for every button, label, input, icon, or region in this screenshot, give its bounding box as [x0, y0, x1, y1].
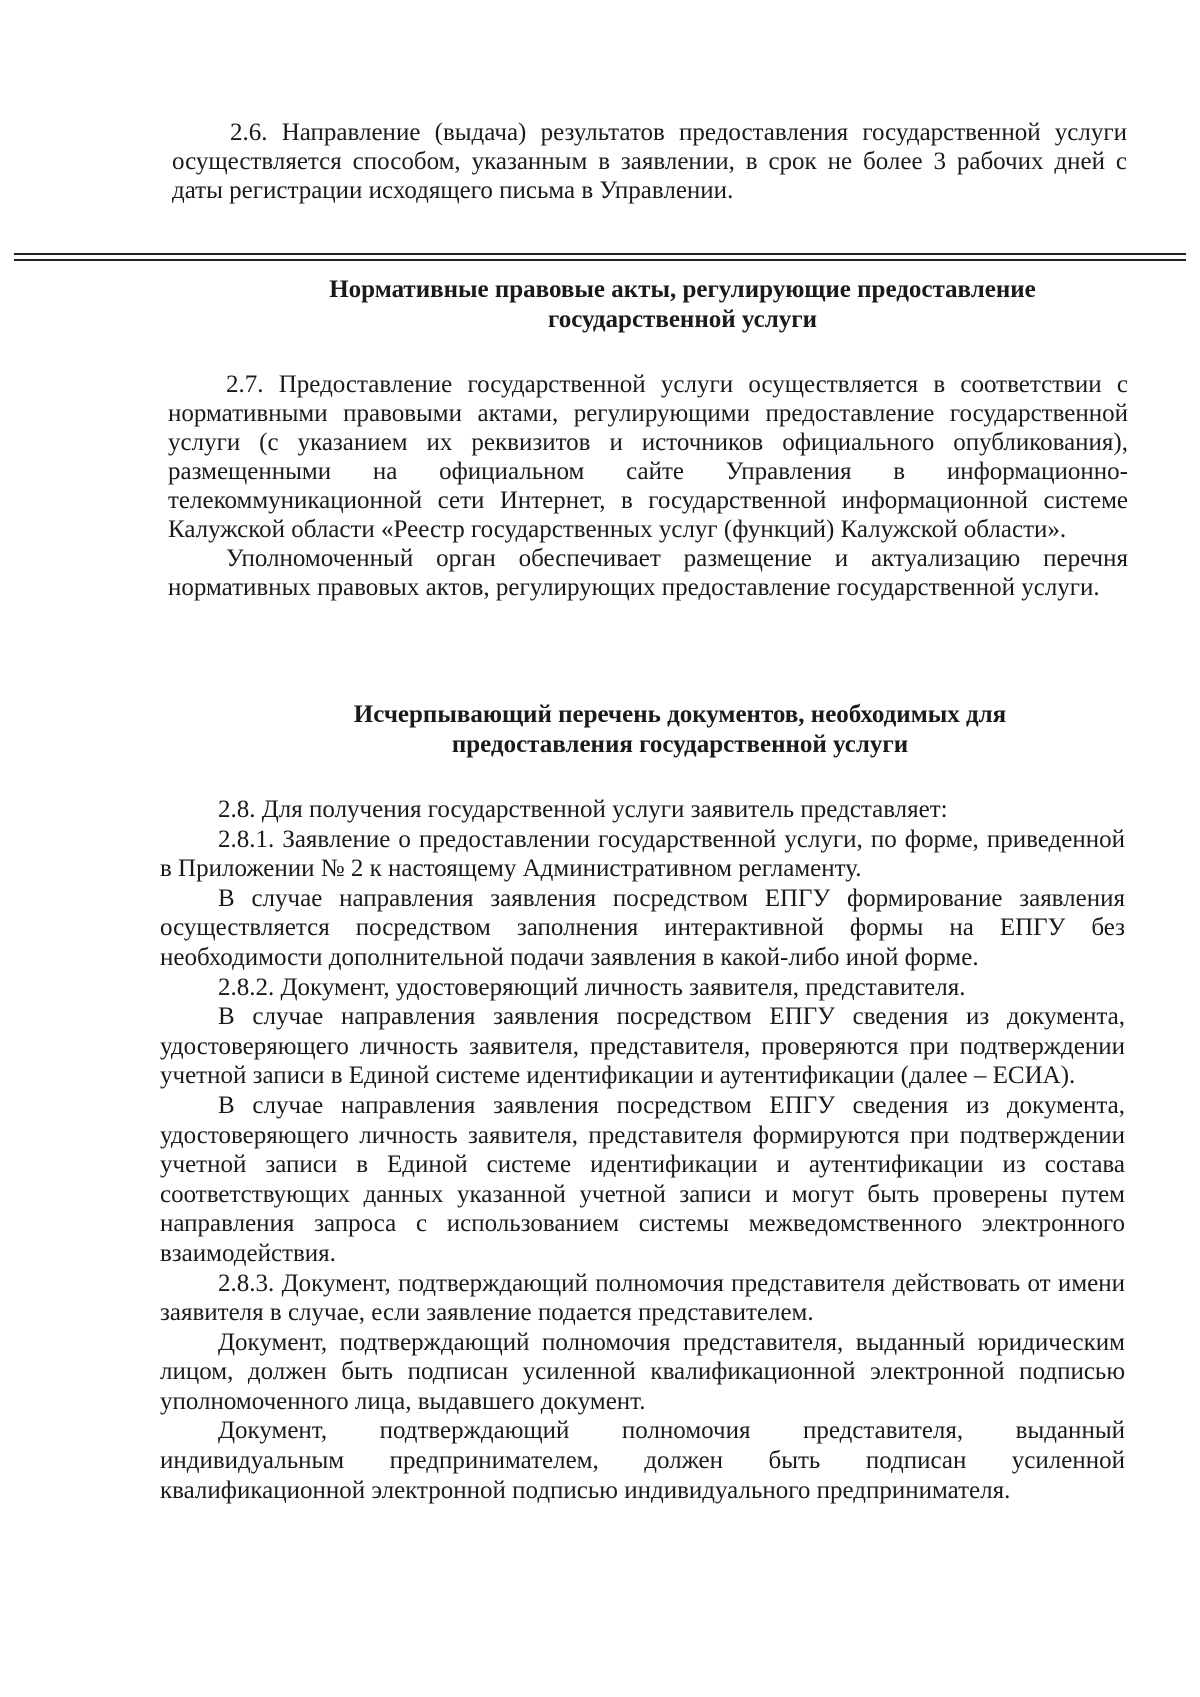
paragraph-epgu-formation: В случае направления заявления посредством ЕПГУ сведения из документа, удостоверяющего личность заявителя, представителя формируются при подтверждении учетной записи в Единой системе идентификации и аутентификации из состава соответствующих данных указанной учетной записи и могут быть проверены путем направления запроса с использованием системы межведомственного электронного взаимодействия.	[160, 1091, 1125, 1267]
heading-normative-acts-line-1: Нормативные правовые акты, регулирующие предоставление	[329, 276, 1036, 303]
paragraph-2-8-2: 2.8.2. Документ, удостоверяющий личность заявителя, представителя.	[218, 973, 966, 1001]
paragraph-2-8-1: 2.8.1. Заявление о предоставлении государственной услуги, по форме, приведенной в Приложении № 2 к настоящему Административном регламенту.	[160, 825, 1125, 883]
paragraph-2-7: 2.7. Предоставление государственной услуги осуществляется в соответствии с нормативными правовыми актами, регулирующими предоставление государственной услуги (с указанием их реквизитов и источников официального опубликования), размещенными на официальном сайте Управления в информационно-телекоммуникационной сети Интернет, в государственной информационной системе Калужской области «Реестр государственных услуг (функций) Калужской области».	[168, 371, 1128, 543]
paragraph-epgu-verification: В случае направления заявления посредством ЕПГУ сведения из документа, удостоверяющего личность заявителя, представителя, проверяются при подтверждении учетной записи в Единой системе идентификации и аутентификации (далее – ЕСИА).	[160, 1003, 1125, 1090]
paragraph-authorized-body: Уполномоченный орган обеспечивает размещение и актуализацию перечня нормативных правовых актов, регулирующих предоставление государственной услуги.	[168, 545, 1128, 601]
section-2-6	[172, 118, 1127, 205]
paragraph-2-8-3: 2.8.3. Документ, подтверждающий полномочия представителя действовать от имени заявителя в случае, если заявление подается представителем.	[160, 1269, 1125, 1327]
section-2-7	[168, 370, 1128, 602]
heading-normative-acts	[240, 275, 1125, 335]
paragraph-legal-entity-signature: Документ, подтверждающий полномочия представителя, выданный юридическим лицом, должен быть подписан усиленной квалификационной электронной подписью уполномоченного лица, выдавшего документ.	[160, 1328, 1125, 1415]
separator-line-lower	[14, 259, 1186, 261]
separator-line-upper	[14, 253, 1186, 255]
paragraph-2-8: 2.8. Для получения государственной услуги заявитель представляет:	[218, 796, 948, 823]
paragraph-2-6: 2.6. Направление (выдача) результатов предоставления государственной услуги осуществляется способом, указанным в заявлении, в срок не более 3 рабочих дней с даты регистрации исходящего письма в Управлении.	[172, 119, 1127, 204]
heading-documents-line-1: Исчерпывающий перечень документов, необходимых для	[353, 701, 1007, 728]
section-2-8	[160, 795, 1125, 1505]
heading-documents-list	[240, 700, 1120, 760]
heading-normative-acts-line-2: государственной услуги	[547, 306, 818, 333]
paragraph-entrepreneur-signature: Документ, подтверждающий полномочия представителя, выданный индивидуальным предпринимателем, должен быть подписан усиленной квалификационной электронной подписью индивидуального предпринимателя.	[160, 1417, 1125, 1504]
heading-documents-line-2: предоставления государственной услуги	[451, 731, 909, 758]
paragraph-epgu-form: В случае направления заявления посредством ЕПГУ формирование заявления осуществляется посредством заполнения интерактивной формы на ЕПГУ без необходимости дополнительной подачи заявления в какой-либо иной форме.	[160, 884, 1125, 971]
